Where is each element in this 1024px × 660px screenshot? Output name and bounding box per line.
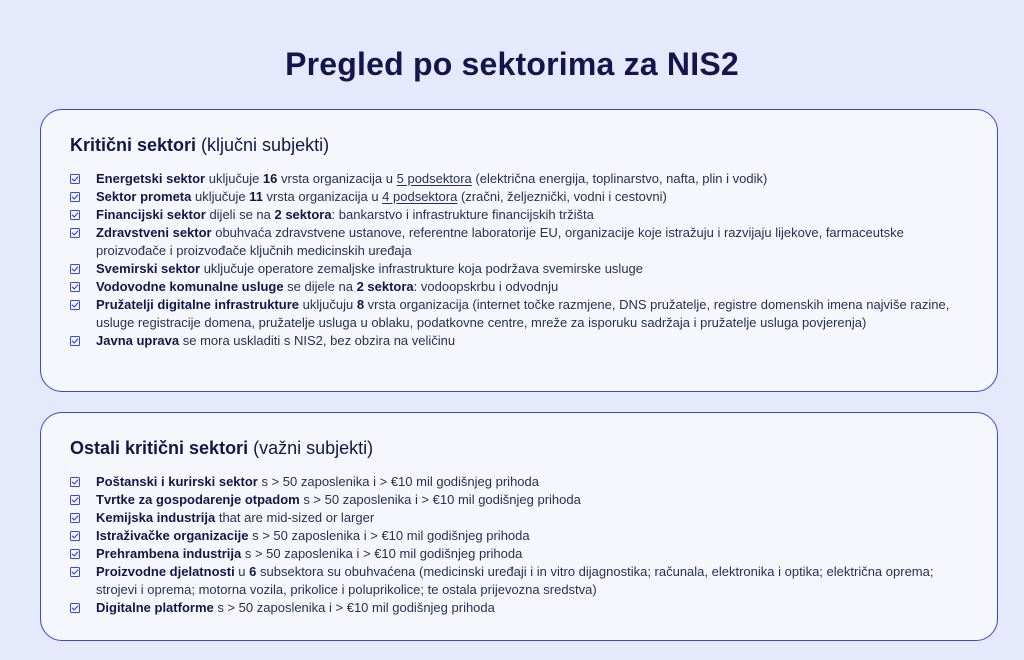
- sector-item: [70, 296, 969, 332]
- other-sectors-list: [70, 473, 969, 617]
- check-square-icon: [70, 336, 80, 346]
- sector-name: Svemirski sektor: [96, 261, 201, 276]
- check-square-icon: [70, 192, 80, 202]
- check-square-icon: [70, 549, 80, 559]
- sector-description: s > 50 zaposlenika i > €10 mil godišnjeg prihoda: [299, 492, 581, 507]
- check-square-icon: [70, 513, 80, 523]
- check-square-icon: [70, 264, 80, 274]
- other-sectors-heading-note: (važni subjekti): [248, 438, 374, 458]
- sector-description: dijeli se na: [205, 207, 275, 222]
- critical-sectors-list: [70, 170, 969, 350]
- sector-name: Vodovodne komunalne usluge: [96, 279, 284, 294]
- sector-description: s > 50 zaposlenika i > €10 mil godišnjeg prihoda: [213, 600, 495, 615]
- sector-item: [70, 224, 969, 260]
- sector-description: uključuje operatore zemaljske infrastrukture koja podržava svemirske usluge: [200, 261, 644, 276]
- sector-description: uključuje: [191, 189, 250, 204]
- check-square-icon: [70, 174, 80, 184]
- sector-item: [70, 188, 969, 206]
- sector-description: vrsta organizacija u: [277, 171, 397, 186]
- sector-highlight: 11: [249, 189, 263, 204]
- sector-highlight: 16: [262, 171, 278, 186]
- sector-name: Istraživačke organizacije: [96, 528, 249, 543]
- sector-name: Digitalne platforme: [96, 600, 214, 615]
- sector-name: Pružatelji digitalne infrastrukture: [96, 297, 299, 312]
- check-square-icon: [70, 477, 80, 487]
- sector-highlight: 8: [356, 297, 365, 312]
- critical-sectors-card: [40, 109, 998, 392]
- sector-subsector-count: 4 podsektora: [382, 189, 458, 204]
- sector-item: [70, 545, 969, 563]
- page-title: Pregled po sektorima za NIS2: [285, 46, 739, 82]
- sector-description: obuhvaća zdravstvene ustanove, referentne laboratorije EU, organizacije koje istražuju i razvijaju lijekove, farmaceutske proizvođače i proizvođače ključnih medicinskih uređaja: [96, 225, 904, 258]
- critical-sectors-heading-note: (ključni subjekti): [196, 135, 330, 155]
- sector-name: Javna uprava: [96, 333, 180, 348]
- sector-item: [70, 563, 969, 599]
- sector-description: vrsta organizacija u: [262, 189, 383, 204]
- sector-highlight: 2 sektora: [356, 279, 414, 294]
- sector-description: vrsta organizacija (internet točke razmjene, DNS pružatelje, registre domenskih imena najviše razine, usluge registracije domena, pružatelje usluga u oblaku, podatkovne centre, mreže za isporuku sadržaja i pružatelje usluga povjerenja): [96, 297, 950, 330]
- sector-item: [70, 527, 969, 545]
- check-square-icon: [70, 228, 80, 238]
- check-square-icon: [70, 567, 80, 577]
- sector-description: s > 50 zaposlenika i > €10 mil godišnjeg prihoda: [257, 474, 539, 489]
- sector-description: : vodoopskrbu i odvodnju: [413, 279, 559, 294]
- sector-name: Financijski sektor: [96, 207, 206, 222]
- check-square-icon: [70, 603, 80, 613]
- sector-description: that are mid-sized or larger: [215, 510, 375, 525]
- sector-item: [70, 473, 969, 491]
- sector-description: uključuju: [299, 297, 357, 312]
- other-sectors-heading: [70, 437, 969, 459]
- other-sectors-heading-bold: Ostali kritični sektori: [70, 438, 249, 458]
- sector-description: se dijele na: [283, 279, 357, 294]
- sector-description: s > 50 zaposlenika i > €10 mil godišnjeg prihoda: [241, 546, 523, 561]
- sector-name: Sektor prometa: [96, 189, 192, 204]
- critical-sectors-heading-bold: Kritični sektori: [70, 135, 197, 155]
- sector-item: [70, 206, 969, 224]
- sector-name: Zdravstveni sektor: [96, 225, 212, 240]
- sector-highlight: 2 sektora: [274, 207, 332, 222]
- check-square-icon: [70, 495, 80, 505]
- sector-name: Energetski sektor: [96, 171, 206, 186]
- sector-description: se mora uskladiti s NIS2, bez obzira na veličinu: [179, 333, 456, 348]
- other-sectors-card: [40, 412, 998, 641]
- sector-item: [70, 509, 969, 527]
- check-square-icon: [70, 531, 80, 541]
- sector-item: [70, 491, 969, 509]
- sector-description: u: [234, 564, 250, 579]
- check-square-icon: [70, 210, 80, 220]
- sector-item: [70, 260, 969, 278]
- sector-name: Proizvodne djelatnosti: [96, 564, 235, 579]
- sector-item: [70, 170, 969, 188]
- sector-description: (električna energija, toplinarstvo, nafta, plin i vodik): [471, 171, 768, 186]
- sector-highlight: 6: [249, 564, 257, 579]
- sector-description: uključuje: [205, 171, 263, 186]
- sector-name: Tvrtke za gospodarenje otpadom: [96, 492, 300, 507]
- critical-sectors-heading: [70, 134, 969, 156]
- sector-description: (zračni, željeznički, vodni i cestovni): [457, 189, 667, 204]
- sector-item: [70, 278, 969, 296]
- sector-name: Poštanski i kurirski sektor: [96, 474, 258, 489]
- check-square-icon: [70, 300, 80, 310]
- sector-name: Prehrambena industrija: [96, 546, 242, 561]
- sector-description: subsektora su obuhvaćena (medicinski uređaji i in vitro dijagnostika; računala, elektronika i optika; električna oprema; strojevi i oprema; motorna vozila, prikolice i poluprikolice; te ostala prijevozna sredstva): [96, 564, 934, 597]
- check-square-icon: [70, 282, 80, 292]
- sector-description: : bankarstvo i infrastrukture financijskih tržišta: [331, 207, 594, 222]
- sector-subsector-count: 5 podsektora: [396, 171, 472, 186]
- sector-item: [70, 599, 969, 617]
- sector-description: s > 50 zaposlenika i > €10 mil godišnjeg prihoda: [248, 528, 530, 543]
- sector-item: [70, 332, 969, 350]
- sector-name: Kemijska industrija: [96, 510, 216, 525]
